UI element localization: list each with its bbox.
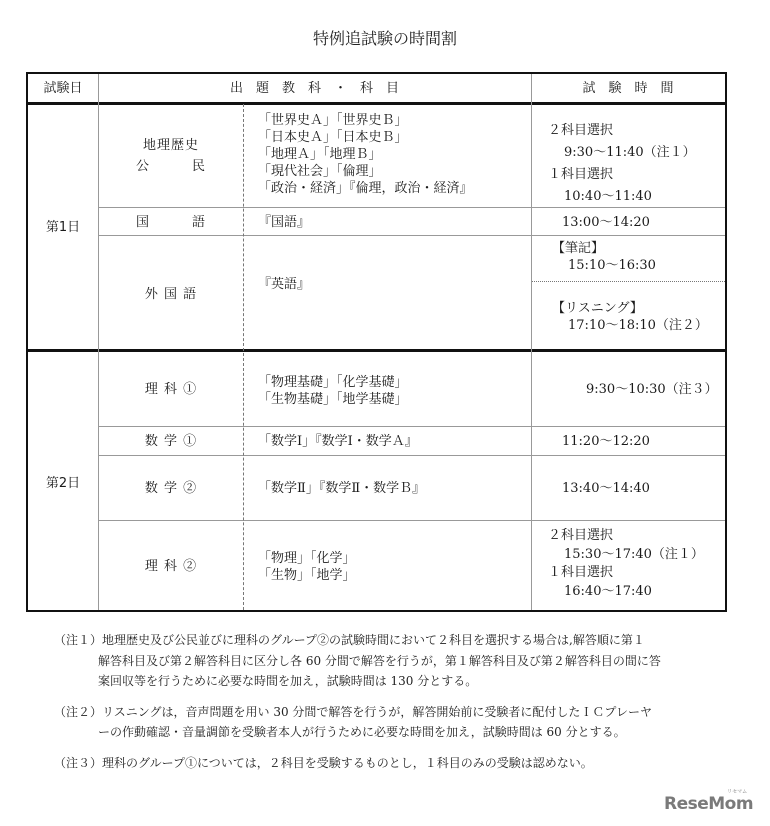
time-cell — [548, 527, 704, 601]
time-value: 15:10～16:30 — [568, 258, 656, 273]
day-label: 第2日 — [45, 476, 81, 491]
note-label: （注２） — [54, 704, 103, 719]
note-2 — [54, 702, 734, 743]
subject-name: 地理歴史 — [142, 138, 199, 153]
col-divider — [531, 74, 532, 610]
subject-name: 公 民 — [135, 159, 206, 174]
time-cell — [552, 240, 656, 274]
notes-section — [54, 630, 734, 783]
header-divider — [28, 102, 725, 105]
note-line: 地理歴史及び公民並びに理科のグループ②の試験時間において２科目を選択する場合は,解答順に第１ — [102, 633, 645, 647]
detail-line: 「地理Ａ」「地理Ｂ」 — [258, 147, 382, 162]
time-value: 15:30～17:40（注１） — [564, 546, 704, 562]
time-value: 11:20～12:20 — [562, 434, 650, 449]
time-value: 17:10～18:10（注２） — [568, 318, 708, 333]
time-option-label: 【リスニング】 — [552, 301, 643, 316]
header-day: 試験日 — [43, 81, 83, 96]
note-label: （注１） — [54, 633, 103, 647]
note-3 — [54, 753, 734, 774]
note-line: 解答科目及び第２解答科目に区分し各 60 分間で解答を行うが，第１解答科目及び第２解答科目の間に答 — [98, 653, 661, 668]
note-1 — [54, 630, 734, 692]
day-label: 第1日 — [45, 220, 81, 235]
detail-line: 「世界史Ａ」「世界史Ｂ」 — [258, 113, 408, 128]
time-value: 9:30～10:30（注３） — [586, 382, 718, 397]
time-cell — [552, 300, 708, 334]
detail-line: 「現代社会」「倫理」 — [258, 164, 382, 179]
subject-name: 外 国 語 — [144, 287, 198, 302]
subject-name: 数 学 ② — [144, 481, 198, 496]
note-line: 理科のグループ①については，２科目を受験するものとし，１科目のみの受験は認めない。 — [102, 755, 593, 770]
time-option-label: １科目選択 — [548, 565, 614, 580]
detail-line: 「物理基礎」「化学基礎」 — [258, 375, 408, 390]
subject-cell — [99, 135, 243, 177]
day-divider — [28, 349, 725, 352]
time-value: 13:00～14:20 — [562, 215, 650, 230]
subject-details: 「数学Ⅰ」『数学Ⅰ・数学Ａ』 — [258, 434, 418, 449]
detail-line: 「生物基礎」「地学基礎」 — [258, 392, 408, 407]
row-divider — [98, 235, 725, 236]
subject-details — [258, 112, 473, 197]
subject-name: 数 学 ① — [144, 434, 198, 449]
subject-name: 理 科 ① — [144, 382, 198, 397]
note-line: リスニングは，音声問題を用い 30 分間で解答を行うが，解答開始前に受験者に配付したＩＣプレーヤ — [102, 704, 652, 719]
resemom-logo — [664, 789, 754, 814]
time-option-label: ２科目選択 — [548, 123, 614, 138]
time-value: 10:40～11:40 — [564, 189, 652, 204]
row-divider — [98, 455, 725, 456]
col-divider-dashed — [243, 104, 244, 610]
time-subdivider — [531, 281, 725, 282]
time-value: 13:40～14:40 — [562, 481, 650, 496]
detail-line: 「生物」「地学」 — [258, 568, 356, 583]
time-option-label: １科目選択 — [548, 167, 614, 182]
time-value: 9:30～11:40（注１） — [564, 145, 696, 160]
detail-line: 「政治・経済」『倫理，政治・経済』 — [258, 181, 473, 196]
subject-details — [258, 374, 408, 408]
time-option-label: 【筆記】 — [552, 241, 605, 256]
subject-details: 『国語』 — [258, 215, 311, 230]
subject-details — [258, 550, 356, 584]
subject-details: 『英語』 — [258, 277, 311, 292]
note-line: 案回収等を行うために必要な時間を加え，試験時間は 130 分とする。 — [98, 674, 478, 688]
exam-timetable — [26, 72, 727, 612]
detail-line: 「物理」「化学」 — [258, 551, 356, 566]
row-divider — [98, 520, 725, 521]
header-time: 試 験 時 間 — [582, 81, 674, 96]
time-option-label: ２科目選択 — [548, 528, 614, 543]
subject-details: 「数学Ⅱ」『数学Ⅱ・数学Ｂ』 — [258, 481, 426, 496]
note-line: ーの作動確認・音量調節を受験者本人が行うために必要な時間を加え，試験時間は 60 分とする。 — [98, 725, 626, 739]
note-label: （注３） — [54, 755, 103, 770]
page-title: 特例追試験の時間割 — [312, 29, 457, 48]
row-divider — [98, 426, 725, 427]
time-value: 16:40～17:40 — [564, 583, 652, 599]
logo-subtext: リセマム — [727, 789, 748, 795]
logo-text: ReseMom — [664, 794, 754, 814]
subject-name: 理 科 ② — [144, 559, 198, 574]
detail-line: 「日本史Ａ」「日本史Ｂ」 — [258, 130, 408, 145]
header-subject: 出 題 教 科 ・ 科 目 — [229, 81, 399, 96]
subject-name: 国 語 — [135, 215, 206, 230]
time-cell — [548, 120, 696, 208]
